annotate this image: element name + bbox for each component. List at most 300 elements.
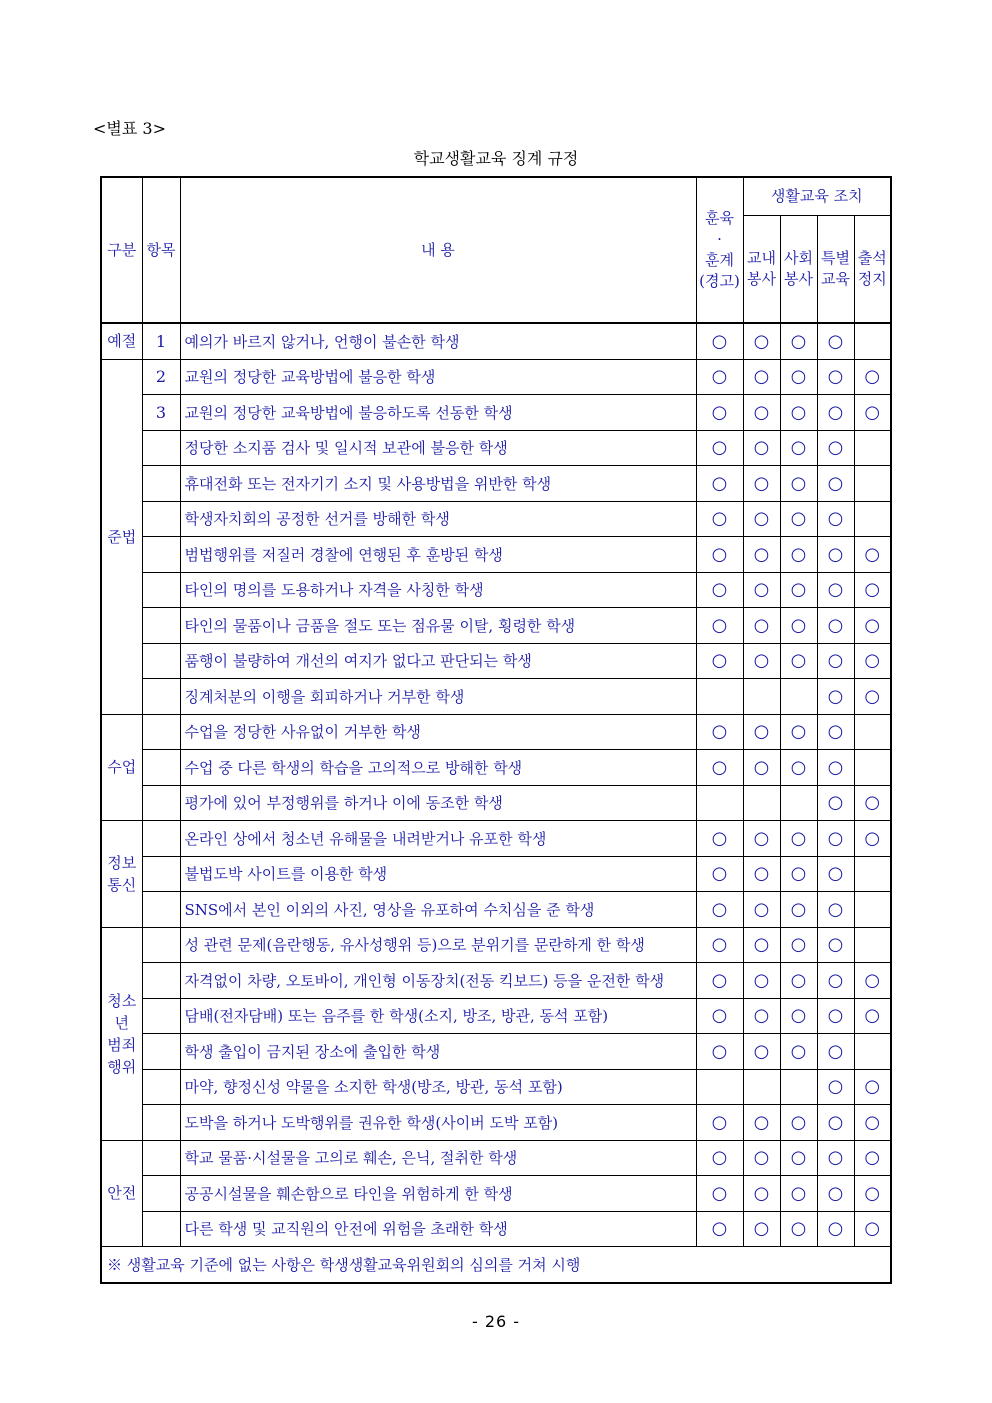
circle-mark-icon: ○ bbox=[711, 1005, 728, 1027]
table-row bbox=[101, 1069, 891, 1105]
circle-mark-icon: ○ bbox=[790, 366, 807, 388]
mark-suspension bbox=[854, 856, 891, 892]
circle-mark-icon: ○ bbox=[790, 508, 807, 530]
mark-suspension bbox=[854, 323, 891, 359]
circle-mark-icon: ○ bbox=[753, 898, 770, 920]
circle-mark-icon: ○ bbox=[864, 579, 881, 601]
mark-special-education bbox=[817, 608, 854, 644]
circle-mark-icon: ○ bbox=[711, 863, 728, 885]
circle-mark-icon: ○ bbox=[864, 1005, 881, 1027]
table-row bbox=[101, 1176, 891, 1212]
table-row bbox=[101, 856, 891, 892]
item-number: 1 bbox=[142, 323, 180, 359]
circle-mark-icon: ○ bbox=[711, 543, 728, 565]
mark-suspension bbox=[854, 821, 891, 857]
circle-mark-icon: ○ bbox=[864, 1076, 881, 1098]
circle-mark-icon: ○ bbox=[827, 756, 844, 778]
circle-mark-icon: ○ bbox=[827, 934, 844, 956]
item-content: 학생자치회의 공정한 선거를 방해한 학생 bbox=[180, 501, 696, 537]
mark-special-education bbox=[817, 998, 854, 1034]
mark-suspension bbox=[854, 643, 891, 679]
item-content: 다른 학생 및 교직원의 안전에 위험을 초래한 학생 bbox=[180, 1211, 696, 1247]
circle-mark-icon: ○ bbox=[711, 650, 728, 672]
category-info-communication bbox=[101, 821, 142, 928]
circle-mark-icon: ○ bbox=[711, 1147, 728, 1169]
header-admonition-paren: (경고) bbox=[699, 272, 740, 290]
item-number bbox=[142, 821, 180, 857]
circle-mark-icon: ○ bbox=[790, 898, 807, 920]
mark-school-service bbox=[743, 608, 780, 644]
table-row bbox=[101, 323, 891, 359]
item-content: 불법도박 사이트를 이용한 학생 bbox=[180, 856, 696, 892]
category-youth-crime-line: 행위 bbox=[107, 1057, 137, 1076]
mark-admonition bbox=[696, 856, 743, 892]
circle-mark-icon: ○ bbox=[711, 721, 728, 743]
circle-mark-icon: ○ bbox=[864, 543, 881, 565]
circle-mark-icon: ○ bbox=[753, 1218, 770, 1240]
item-content: 수업 중 다른 학생의 학습을 고의적으로 방해한 학생 bbox=[180, 750, 696, 786]
mark-special-education bbox=[817, 785, 854, 821]
circle-mark-icon: ○ bbox=[711, 437, 728, 459]
circle-mark-icon: ○ bbox=[827, 685, 844, 707]
item-content: 마약, 향정신성 약물을 소지한 학생(방조, 방관, 동석 포함) bbox=[180, 1069, 696, 1105]
table-row bbox=[101, 927, 891, 963]
category-law-line: 준법 bbox=[107, 527, 137, 546]
circle-mark-icon: ○ bbox=[790, 614, 807, 636]
item-number bbox=[142, 1034, 180, 1070]
item-number bbox=[142, 1140, 180, 1176]
mark-community-service bbox=[780, 892, 817, 928]
circle-mark-icon: ○ bbox=[711, 1040, 728, 1062]
header-community-service-line1: 사회 bbox=[784, 248, 813, 267]
item-number bbox=[142, 643, 180, 679]
mark-admonition bbox=[696, 359, 743, 395]
circle-mark-icon: ○ bbox=[790, 579, 807, 601]
circle-mark-icon: ○ bbox=[827, 1218, 844, 1240]
mark-special-education bbox=[817, 1176, 854, 1212]
mark-special-education bbox=[817, 1140, 854, 1176]
mark-suspension bbox=[854, 963, 891, 999]
circle-mark-icon: ○ bbox=[827, 1005, 844, 1027]
circle-mark-icon: ○ bbox=[827, 1147, 844, 1169]
circle-mark-icon: ○ bbox=[753, 863, 770, 885]
circle-mark-icon: ○ bbox=[790, 543, 807, 565]
mark-suspension bbox=[854, 430, 891, 466]
category-info-communication-line: 정보 bbox=[107, 853, 137, 872]
circle-mark-icon: ○ bbox=[711, 827, 728, 849]
circle-mark-icon: ○ bbox=[711, 934, 728, 956]
header-school-service-line2: 봉사 bbox=[747, 269, 776, 288]
mark-school-service bbox=[743, 714, 780, 750]
circle-mark-icon: ○ bbox=[753, 1005, 770, 1027]
item-content: 담배(전자담배) 또는 음주를 한 학생(소지, 방조, 방관, 동석 포함) bbox=[180, 998, 696, 1034]
item-content: 도박을 하거나 도박행위를 권유한 학생(사이버 도박 포함) bbox=[180, 1105, 696, 1141]
item-content: 성 관련 문제(음란행동, 유사성행위 등)으로 분위기를 문란하게 한 학생 bbox=[180, 927, 696, 963]
circle-mark-icon: ○ bbox=[864, 614, 881, 636]
item-content: 타인의 명의를 도용하거나 자격을 사칭한 학생 bbox=[180, 572, 696, 608]
header-special-education-line1: 특별 bbox=[821, 248, 850, 267]
category-etiquette-line: 예절 bbox=[107, 332, 137, 351]
circle-mark-icon: ○ bbox=[790, 756, 807, 778]
circle-mark-icon: ○ bbox=[711, 330, 728, 352]
item-number bbox=[142, 679, 180, 715]
circle-mark-icon: ○ bbox=[753, 579, 770, 601]
item-number bbox=[142, 892, 180, 928]
circle-mark-icon: ○ bbox=[827, 898, 844, 920]
table-row bbox=[101, 1140, 891, 1176]
mark-school-service bbox=[743, 856, 780, 892]
item-content: 학교 물품·시설물을 고의로 훼손, 은닉, 절취한 학생 bbox=[180, 1140, 696, 1176]
mark-admonition bbox=[696, 1105, 743, 1141]
header-community-service bbox=[780, 215, 817, 323]
mark-school-service bbox=[743, 430, 780, 466]
category-class-line: 수업 bbox=[107, 758, 137, 777]
circle-mark-icon: ○ bbox=[827, 472, 844, 494]
mark-school-service bbox=[743, 359, 780, 395]
mark-suspension bbox=[854, 998, 891, 1034]
circle-mark-icon: ○ bbox=[790, 650, 807, 672]
document-title: 학교생활교육 징계 규정 bbox=[413, 149, 579, 168]
mark-suspension bbox=[854, 927, 891, 963]
item-content: 휴대전화 또는 전자기기 소지 및 사용방법을 위반한 학생 bbox=[180, 466, 696, 502]
mark-admonition bbox=[696, 501, 743, 537]
item-number bbox=[142, 430, 180, 466]
item-number bbox=[142, 608, 180, 644]
circle-mark-icon: ○ bbox=[753, 650, 770, 672]
circle-mark-icon: ○ bbox=[711, 969, 728, 991]
mark-school-service bbox=[743, 821, 780, 857]
circle-mark-icon: ○ bbox=[790, 863, 807, 885]
item-content: SNS에서 본인 이외의 사진, 영상을 유포하여 수치심을 준 학생 bbox=[180, 892, 696, 928]
table-row bbox=[101, 679, 891, 715]
mark-community-service bbox=[780, 643, 817, 679]
mark-suspension bbox=[854, 1211, 891, 1247]
circle-mark-icon: ○ bbox=[790, 1005, 807, 1027]
circle-mark-icon: ○ bbox=[790, 934, 807, 956]
mark-school-service bbox=[743, 963, 780, 999]
header-admonition-dot: · bbox=[717, 230, 722, 248]
item-number bbox=[142, 785, 180, 821]
mark-admonition bbox=[696, 466, 743, 502]
circle-mark-icon: ○ bbox=[864, 366, 881, 388]
table-row bbox=[101, 643, 891, 679]
mark-school-service bbox=[743, 323, 780, 359]
mark-admonition bbox=[696, 750, 743, 786]
circle-mark-icon: ○ bbox=[827, 401, 844, 423]
circle-mark-icon: ○ bbox=[827, 614, 844, 636]
category-class bbox=[101, 714, 142, 821]
item-number bbox=[142, 466, 180, 502]
mark-admonition bbox=[696, 1140, 743, 1176]
header-school-service-line1: 교내 bbox=[747, 248, 776, 267]
item-content: 범법행위를 저질러 경찰에 연행된 후 훈방된 학생 bbox=[180, 537, 696, 573]
circle-mark-icon: ○ bbox=[753, 437, 770, 459]
item-content: 타인의 물품이나 금품을 절도 또는 점유물 이탈, 횡령한 학생 bbox=[180, 608, 696, 644]
category-youth-crime-line: 청소 bbox=[107, 991, 137, 1010]
circle-mark-icon: ○ bbox=[790, 1111, 807, 1133]
mark-community-service bbox=[780, 466, 817, 502]
circle-mark-icon: ○ bbox=[711, 472, 728, 494]
mark-community-service bbox=[780, 750, 817, 786]
circle-mark-icon: ○ bbox=[827, 1040, 844, 1062]
circle-mark-icon: ○ bbox=[790, 1218, 807, 1240]
circle-mark-icon: ○ bbox=[753, 543, 770, 565]
mark-special-education bbox=[817, 1034, 854, 1070]
circle-mark-icon: ○ bbox=[790, 401, 807, 423]
item-number bbox=[142, 1105, 180, 1141]
circle-mark-icon: ○ bbox=[790, 472, 807, 494]
circle-mark-icon: ○ bbox=[753, 1111, 770, 1133]
header-community-service-line2: 봉사 bbox=[784, 269, 813, 288]
category-youth-crime-line: 범죄 bbox=[107, 1035, 137, 1054]
mark-special-education bbox=[817, 1211, 854, 1247]
mark-special-education bbox=[817, 856, 854, 892]
header-special-education-line2: 교육 bbox=[821, 269, 850, 288]
mark-suspension bbox=[854, 785, 891, 821]
mark-suspension bbox=[854, 359, 891, 395]
circle-mark-icon: ○ bbox=[827, 721, 844, 743]
header-measures: 생활교육 조치 bbox=[743, 177, 891, 215]
mark-special-education bbox=[817, 501, 854, 537]
mark-community-service bbox=[780, 821, 817, 857]
circle-mark-icon: ○ bbox=[827, 330, 844, 352]
mark-suspension bbox=[854, 395, 891, 431]
circle-mark-icon: ○ bbox=[864, 1182, 881, 1204]
table-row bbox=[101, 892, 891, 928]
mark-community-service bbox=[780, 501, 817, 537]
mark-admonition bbox=[696, 963, 743, 999]
table-row bbox=[101, 998, 891, 1034]
circle-mark-icon: ○ bbox=[790, 1147, 807, 1169]
circle-mark-icon: ○ bbox=[827, 437, 844, 459]
table-row bbox=[101, 501, 891, 537]
mark-admonition bbox=[696, 323, 743, 359]
mark-suspension bbox=[854, 1069, 891, 1105]
table-row bbox=[101, 714, 891, 750]
mark-school-service bbox=[743, 1140, 780, 1176]
table-row bbox=[101, 821, 891, 857]
mark-suspension bbox=[854, 1176, 891, 1212]
mark-school-service bbox=[743, 785, 780, 821]
category-youth-crime-line: 년 bbox=[114, 1013, 129, 1032]
mark-suspension bbox=[854, 466, 891, 502]
mark-community-service bbox=[780, 998, 817, 1034]
circle-mark-icon: ○ bbox=[753, 1147, 770, 1169]
table-row bbox=[101, 785, 891, 821]
circle-mark-icon: ○ bbox=[827, 1111, 844, 1133]
circle-mark-icon: ○ bbox=[864, 827, 881, 849]
category-law bbox=[101, 359, 142, 714]
mark-school-service bbox=[743, 1211, 780, 1247]
circle-mark-icon: ○ bbox=[864, 685, 881, 707]
header-admonition-bottom: 훈계 bbox=[705, 251, 734, 269]
header-admonition-top: 훈육 bbox=[705, 209, 734, 227]
circle-mark-icon: ○ bbox=[790, 969, 807, 991]
mark-suspension bbox=[854, 750, 891, 786]
mark-suspension bbox=[854, 1034, 891, 1070]
mark-community-service bbox=[780, 1211, 817, 1247]
table-row bbox=[101, 537, 891, 573]
circle-mark-icon: ○ bbox=[753, 934, 770, 956]
mark-community-service bbox=[780, 963, 817, 999]
mark-community-service bbox=[780, 1176, 817, 1212]
mark-special-education bbox=[817, 323, 854, 359]
mark-special-education bbox=[817, 466, 854, 502]
mark-community-service bbox=[780, 785, 817, 821]
mark-community-service bbox=[780, 395, 817, 431]
item-content: 평가에 있어 부정행위를 하거나 이에 동조한 학생 bbox=[180, 785, 696, 821]
table-row bbox=[101, 395, 891, 431]
mark-community-service bbox=[780, 1105, 817, 1141]
circle-mark-icon: ○ bbox=[827, 863, 844, 885]
item-content: 자격없이 차량, 오토바이, 개인형 이동장치(전동 킥보드) 등을 운전한 학생 bbox=[180, 963, 696, 999]
mark-community-service bbox=[780, 927, 817, 963]
mark-school-service bbox=[743, 501, 780, 537]
circle-mark-icon: ○ bbox=[753, 508, 770, 530]
mark-special-education bbox=[817, 963, 854, 999]
mark-school-service bbox=[743, 643, 780, 679]
mark-school-service bbox=[743, 466, 780, 502]
mark-suspension bbox=[854, 892, 891, 928]
annex-label: <별표 3> bbox=[93, 119, 166, 138]
circle-mark-icon: ○ bbox=[864, 1218, 881, 1240]
circle-mark-icon: ○ bbox=[790, 721, 807, 743]
mark-school-service bbox=[743, 927, 780, 963]
mark-admonition bbox=[696, 608, 743, 644]
item-number: 3 bbox=[142, 395, 180, 431]
mark-admonition bbox=[696, 821, 743, 857]
item-content: 공공시설물을 훼손함으로 타인을 위험하게 한 학생 bbox=[180, 1176, 696, 1212]
mark-special-education bbox=[817, 359, 854, 395]
item-number bbox=[142, 927, 180, 963]
item-number bbox=[142, 1069, 180, 1105]
circle-mark-icon: ○ bbox=[711, 508, 728, 530]
circle-mark-icon: ○ bbox=[753, 969, 770, 991]
circle-mark-icon: ○ bbox=[864, 792, 881, 814]
header-content: 내 용 bbox=[180, 177, 696, 323]
mark-community-service bbox=[780, 856, 817, 892]
mark-suspension bbox=[854, 501, 891, 537]
header-admonition bbox=[696, 177, 743, 323]
circle-mark-icon: ○ bbox=[864, 1111, 881, 1133]
circle-mark-icon: ○ bbox=[790, 437, 807, 459]
item-content: 교원의 정당한 교육방법에 불응하도록 선동한 학생 bbox=[180, 395, 696, 431]
item-number bbox=[142, 501, 180, 537]
table-row bbox=[101, 750, 891, 786]
mark-suspension bbox=[854, 572, 891, 608]
circle-mark-icon: ○ bbox=[827, 366, 844, 388]
table-row bbox=[101, 1211, 891, 1247]
mark-school-service bbox=[743, 537, 780, 573]
footnote: ※ 생활교육 기준에 없는 사항은 학생생활교육위원회의 심의를 거쳐 시행 bbox=[101, 1247, 891, 1284]
item-content: 수업을 정당한 사유없이 거부한 학생 bbox=[180, 714, 696, 750]
circle-mark-icon: ○ bbox=[827, 508, 844, 530]
item-content: 교원의 정당한 교육방법에 불응한 학생 bbox=[180, 359, 696, 395]
header-special-education bbox=[817, 215, 854, 323]
table-row bbox=[101, 963, 891, 999]
mark-suspension bbox=[854, 537, 891, 573]
circle-mark-icon: ○ bbox=[711, 898, 728, 920]
category-etiquette bbox=[101, 323, 142, 359]
category-safety bbox=[101, 1140, 142, 1247]
table-row bbox=[101, 1034, 891, 1070]
mark-suspension bbox=[854, 714, 891, 750]
mark-admonition bbox=[696, 395, 743, 431]
mark-admonition bbox=[696, 927, 743, 963]
circle-mark-icon: ○ bbox=[753, 330, 770, 352]
table-row bbox=[101, 430, 891, 466]
discipline-rules-table bbox=[100, 176, 892, 1284]
circle-mark-icon: ○ bbox=[827, 650, 844, 672]
circle-mark-icon: ○ bbox=[864, 1147, 881, 1169]
item-number bbox=[142, 537, 180, 573]
circle-mark-icon: ○ bbox=[864, 401, 881, 423]
mark-school-service bbox=[743, 750, 780, 786]
circle-mark-icon: ○ bbox=[753, 614, 770, 636]
mark-school-service bbox=[743, 679, 780, 715]
mark-special-education bbox=[817, 679, 854, 715]
item-number: 2 bbox=[142, 359, 180, 395]
mark-special-education bbox=[817, 643, 854, 679]
mark-community-service bbox=[780, 430, 817, 466]
item-content: 온라인 상에서 청소년 유해물을 내려받거나 유포한 학생 bbox=[180, 821, 696, 857]
circle-mark-icon: ○ bbox=[827, 1182, 844, 1204]
item-number bbox=[142, 1176, 180, 1212]
item-number bbox=[142, 714, 180, 750]
header-suspension-line1: 출석 bbox=[857, 248, 887, 267]
circle-mark-icon: ○ bbox=[711, 1111, 728, 1133]
circle-mark-icon: ○ bbox=[753, 472, 770, 494]
item-content: 징계처분의 이행을 회피하거나 거부한 학생 bbox=[180, 679, 696, 715]
mark-community-service bbox=[780, 1069, 817, 1105]
mark-admonition bbox=[696, 572, 743, 608]
item-number bbox=[142, 998, 180, 1034]
circle-mark-icon: ○ bbox=[753, 401, 770, 423]
mark-community-service bbox=[780, 714, 817, 750]
mark-special-education bbox=[817, 1069, 854, 1105]
mark-community-service bbox=[780, 572, 817, 608]
mark-school-service bbox=[743, 1069, 780, 1105]
circle-mark-icon: ○ bbox=[753, 366, 770, 388]
mark-school-service bbox=[743, 572, 780, 608]
table-row bbox=[101, 466, 891, 502]
mark-admonition bbox=[696, 998, 743, 1034]
item-number bbox=[142, 750, 180, 786]
circle-mark-icon: ○ bbox=[827, 792, 844, 814]
circle-mark-icon: ○ bbox=[827, 969, 844, 991]
circle-mark-icon: ○ bbox=[711, 401, 728, 423]
table-row bbox=[101, 608, 891, 644]
mark-special-education bbox=[817, 714, 854, 750]
mark-admonition bbox=[696, 537, 743, 573]
circle-mark-icon: ○ bbox=[753, 1182, 770, 1204]
item-number bbox=[142, 572, 180, 608]
circle-mark-icon: ○ bbox=[790, 330, 807, 352]
item-content: 정당한 소지품 검사 및 일시적 보관에 불응한 학생 bbox=[180, 430, 696, 466]
circle-mark-icon: ○ bbox=[753, 721, 770, 743]
circle-mark-icon: ○ bbox=[790, 1040, 807, 1062]
circle-mark-icon: ○ bbox=[864, 650, 881, 672]
circle-mark-icon: ○ bbox=[711, 756, 728, 778]
header-item: 항목 bbox=[142, 177, 180, 323]
mark-admonition bbox=[696, 1211, 743, 1247]
mark-school-service bbox=[743, 1105, 780, 1141]
header-suspension-line2: 정지 bbox=[857, 269, 887, 288]
mark-suspension bbox=[854, 1140, 891, 1176]
mark-admonition bbox=[696, 643, 743, 679]
circle-mark-icon: ○ bbox=[711, 366, 728, 388]
mark-special-education bbox=[817, 927, 854, 963]
